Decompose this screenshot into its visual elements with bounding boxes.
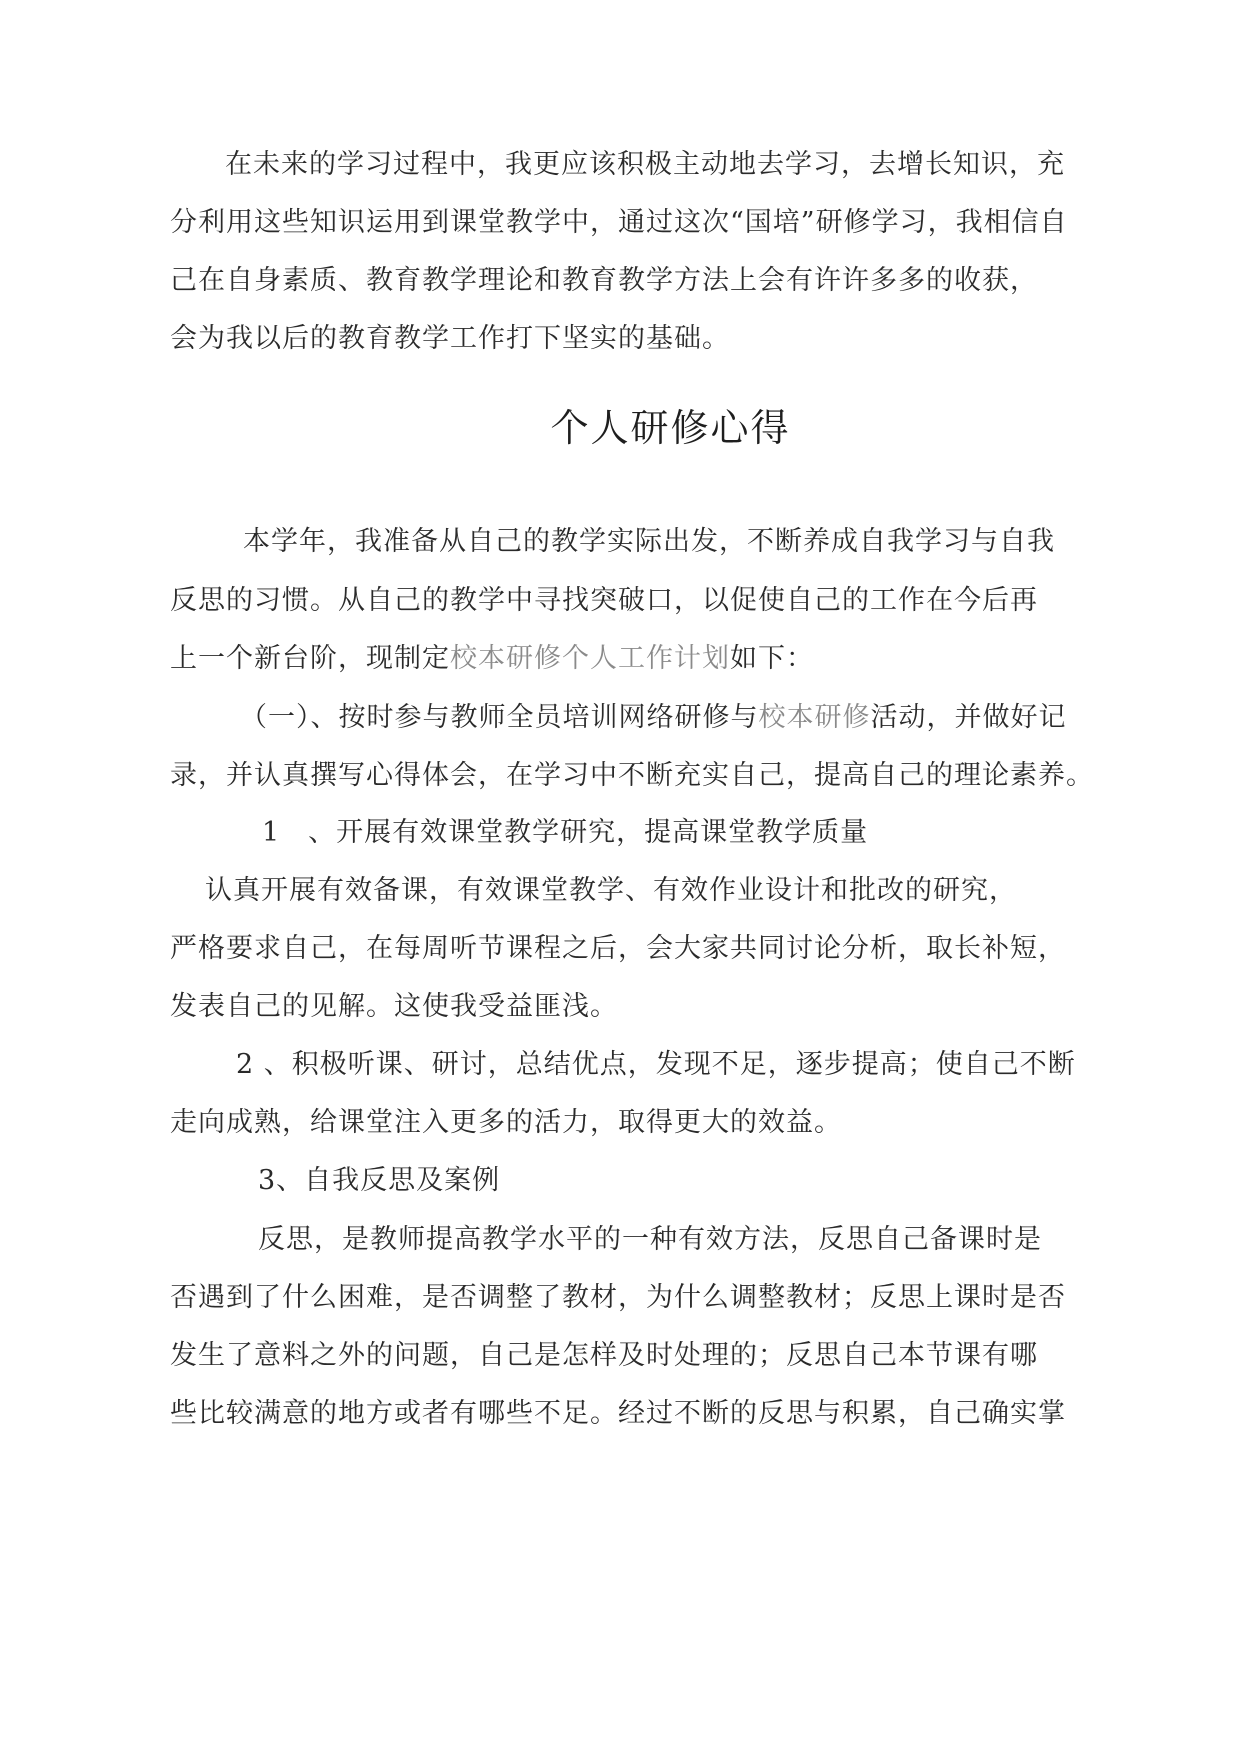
body-p5-line-4: 些比较满意的地方或者有哪些不足。经过不断的反思与积累，自己确实掌: [170, 1398, 1066, 1429]
section-heading-1: 1 、开展有效课堂教学研究，提高课堂教学质量: [262, 817, 869, 848]
body-p5-line-2: 否遇到了什么困难，是否调整了教材，为什么调整教材；反思上课时是否: [170, 1282, 1066, 1313]
body-p1-line-3: [170, 639, 814, 679]
body-p1-line-1: 本学年，我准备从自己的教学实际出发，不断养成自我学习与自我: [243, 526, 1055, 557]
body-p5-line-1: 反思，是教师提高教学水平的一种有效方法，反思自己备课时是: [258, 1224, 1042, 1255]
body-p1-line-2: 反思的习惯。从自己的教学中寻找突破口，以促使自己的工作在今后再: [170, 585, 1038, 616]
p2-highlight-text: 校本研修: [758, 702, 871, 733]
body-p2-line-2: 录，并认真撰写心得体会，在学习中不断充实自己，提高自己的理论素养。: [170, 760, 1094, 791]
body-p5-line-3: 发生了意料之外的问题，自己是怎样及时处理的；反思自己本节课有哪: [170, 1340, 1038, 1371]
intro-line-2: 分利用这些知识运用到课堂教学中，通过这次“国培”研修学习，我相信自: [170, 207, 1068, 238]
section-heading-3: 3、自我反思及案例: [258, 1165, 501, 1196]
body-p4-line-2: 走向成熟，给课堂注入更多的活力，取得更大的效益。: [170, 1107, 842, 1138]
body-p3-line-1: 认真开展有效备课，有效课堂教学、有效作业设计和批改的研究，: [205, 875, 1017, 906]
body-p3-line-3: 发表自己的见解。这使我受益匪浅。: [170, 991, 618, 1022]
p2-prefix-text: （一）、按时参与教师全员培训网络研修与: [240, 702, 759, 733]
body-p4-line-1: 2 、积极听课、研讨，总结优点，发现不足，逐步提高；使自己不断: [236, 1049, 1076, 1080]
plan-name-text: 校本研修个人工作计划: [450, 643, 730, 674]
body-p2-line-1: [240, 698, 1067, 738]
intro-line-4: 会为我以后的教育教学工作打下坚实的基础。: [170, 323, 730, 354]
plan-suffix-text: 如下：: [730, 643, 814, 674]
intro-line-1: 在未来的学习过程中，我更应该积极主动地去学习，去增长知识，充: [225, 149, 1065, 180]
document-title: 个人研修心得: [550, 406, 791, 450]
intro-line-3: 己在自身素质、教育教学理论和教育教学方法上会有许许多多的收获，: [170, 265, 1038, 296]
p2-suffix-text: 活动，并做好记: [870, 702, 1067, 733]
plan-intro-text: 上一个新台阶，现制定: [170, 643, 450, 674]
body-p3-line-2: 严格要求自己，在每周听节课程之后，会大家共同讨论分析，取长补短，: [170, 933, 1066, 964]
